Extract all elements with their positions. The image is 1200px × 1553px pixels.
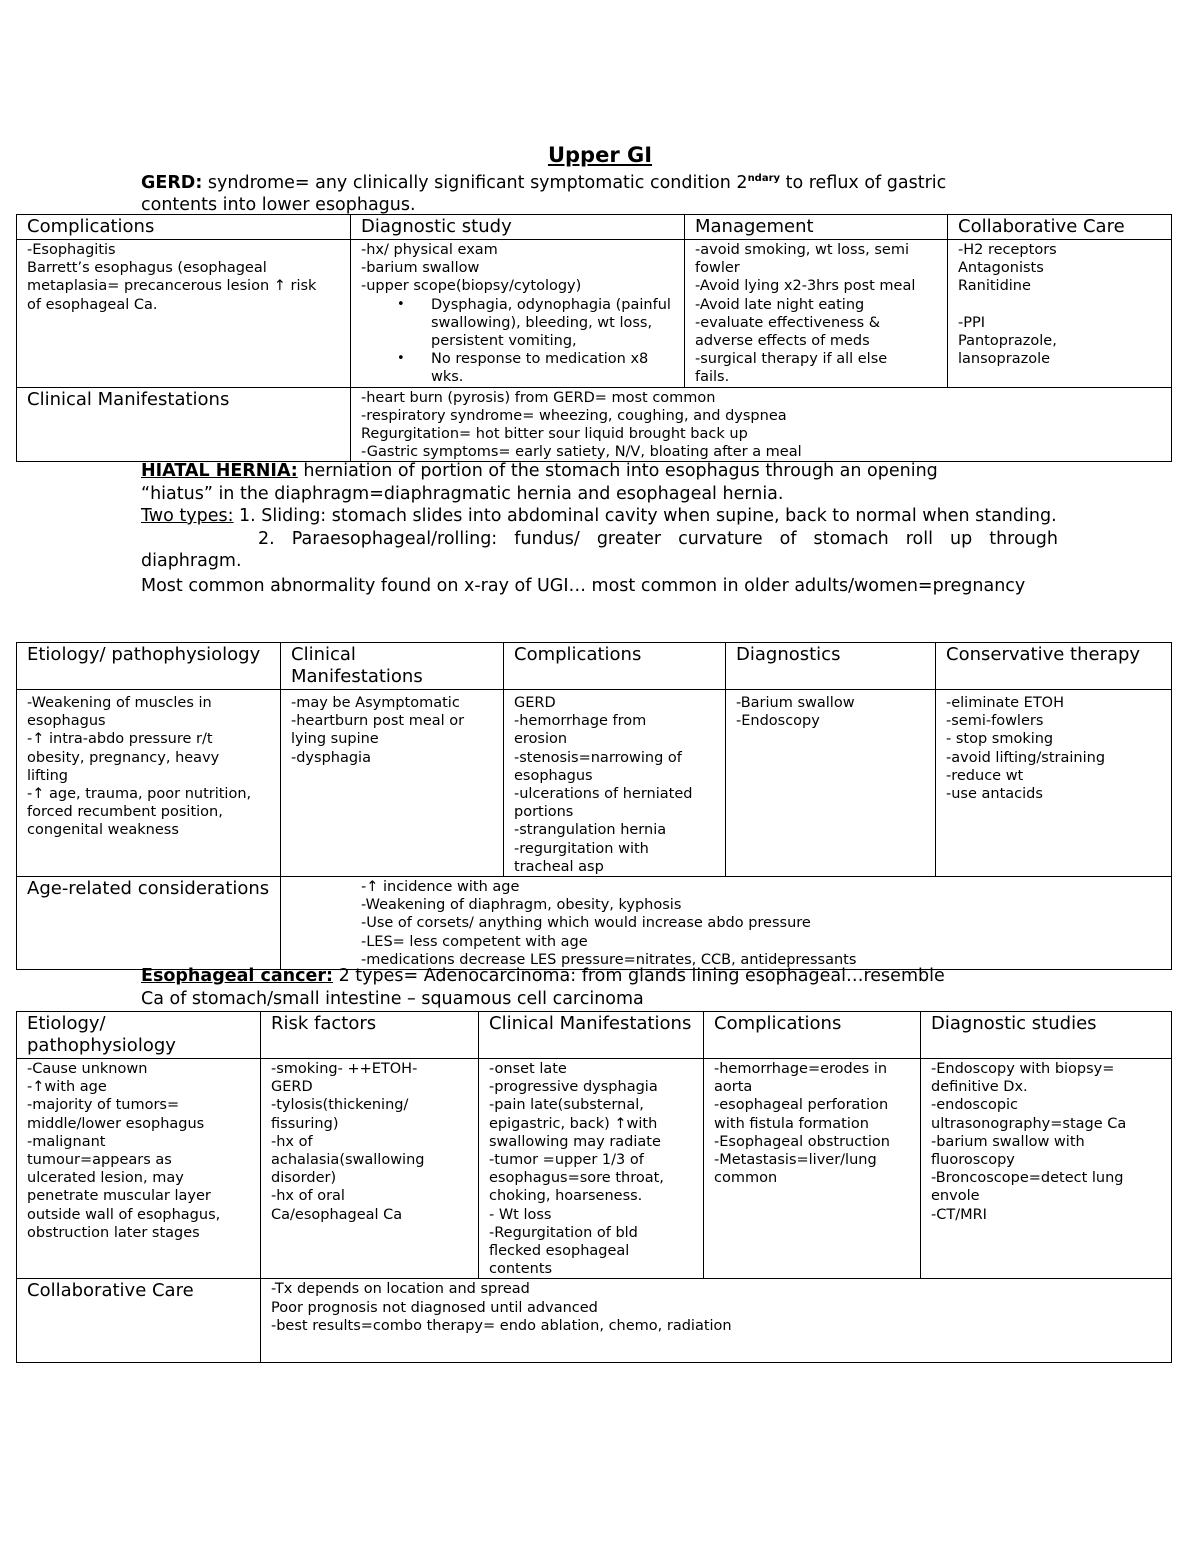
hiatal-etiology-cell	[17, 690, 281, 877]
cell-line: esophagus	[27, 713, 106, 730]
gerd-header-collab: Collaborative Care	[948, 215, 1172, 240]
cell-line: -respiratory syndrome= wheezing, coughing, and dyspnea	[361, 407, 787, 424]
page-title: Upper GI	[547, 143, 653, 167]
gerd-table	[16, 214, 1172, 462]
spacer	[958, 296, 1161, 314]
cell-line: -semi-fowlers	[946, 713, 1044, 730]
cell-line: -heart burn (pyrosis) from GERD= most common	[361, 389, 716, 406]
cell-line: -endoscopic	[931, 1097, 1019, 1114]
cell-line: -Avoid lying x2-3hrs post meal	[695, 278, 916, 295]
hiatal-definition	[141, 460, 1058, 597]
cell-line: - stop smoking	[946, 731, 1054, 748]
esophageal-header-risk: Risk factors	[261, 1012, 479, 1059]
hiatal-diagnostics-cell	[726, 690, 936, 877]
cell-line: -stenosis=narrowing of	[514, 749, 682, 766]
cell-line: Pantoprazole,	[958, 332, 1057, 349]
cell-line: -barium swallow	[361, 260, 480, 277]
hiatal-complications-cell	[504, 690, 726, 877]
cell-line: -H2 receptors	[958, 242, 1057, 258]
esophageal-def2: Ca of stomach/small intestine – squamous cell carcinoma	[141, 988, 644, 1009]
cell-line: Regurgitation= hot bitter sour liquid brought back up	[361, 426, 748, 443]
cell-line: tracheal asp	[514, 858, 604, 875]
esophageal-label: Esophageal cancer:	[141, 966, 333, 986]
cell-line: metaplasia= precancerous lesion ↑ risk	[27, 278, 317, 295]
hiatal-def2: “hiatus” in the diaphragm=diaphragmatic hernia and esophageal hernia.	[141, 483, 784, 504]
cell-line: -progressive dysphagia	[489, 1079, 658, 1096]
cell-line: Poor prognosis not diagnosed until advanced	[271, 1299, 598, 1316]
cell-line: forced recumbent position,	[27, 804, 223, 821]
cell-line: GERD	[271, 1079, 313, 1096]
cell-line: -reduce wt	[946, 767, 1024, 784]
cell-line: fowler	[695, 260, 740, 277]
cell-line: -surgical therapy if all else	[695, 351, 888, 368]
cell-line: -↑with age	[27, 1079, 107, 1096]
cell-line: - Wt loss	[489, 1206, 552, 1223]
gerd-management-cell	[685, 240, 948, 388]
cell-line: tumour=appears as	[27, 1152, 172, 1169]
cell-line: -barium swallow with	[931, 1133, 1085, 1150]
cell-line: -Esophagitis	[27, 242, 116, 258]
cell-line: -strangulation hernia	[514, 822, 667, 839]
cell-line: -hx of oral	[271, 1188, 345, 1205]
cell-line: aorta	[714, 1079, 753, 1096]
two-types-label: Two types:	[141, 506, 234, 526]
cell-line: -smoking- ++ETOH-	[271, 1061, 418, 1077]
cell-line: -Weakening of muscles in	[27, 695, 212, 711]
cell-line: -Avoid late night eating	[695, 296, 865, 313]
cell-line: congenital weakness	[27, 822, 179, 839]
cell-line: with fistula formation	[714, 1115, 869, 1132]
cell-line: portions	[514, 804, 574, 821]
gerd-def-sup: ndary	[747, 173, 781, 184]
cell-line: fissuring)	[271, 1115, 339, 1132]
cell-line: -regurgitation with	[514, 840, 649, 857]
cell-line: -Regurgitation of bld	[489, 1224, 638, 1241]
cell-line: -esophageal perforation	[714, 1097, 889, 1114]
cell-line: flecked esophageal	[489, 1243, 630, 1260]
cell-line: -Barium swallow	[736, 695, 855, 711]
cell-line: -best results=combo therapy= endo ablation, chemo, radiation	[271, 1317, 732, 1334]
cell-line: -Broncoscope=detect lung	[931, 1170, 1124, 1187]
cell-line: epigastric, back) ↑with	[489, 1115, 658, 1132]
hiatal-def1: herniation of portion of the stomach into esophagus through an opening	[297, 461, 938, 481]
bullet-item: • No response to medication x8 wks.	[431, 350, 674, 386]
cell-line: -↑ incidence with age	[361, 879, 520, 896]
cell-line: -malignant	[27, 1133, 106, 1150]
cell-line: envole	[931, 1188, 980, 1205]
cell-line: erosion	[514, 731, 568, 748]
gerd-label: GERD:	[141, 172, 203, 193]
cell-line: -evaluate effectiveness &	[695, 314, 881, 331]
cell-line: ultrasonography=stage Ca	[931, 1115, 1127, 1132]
gerd-header-diagnostic: Diagnostic study	[351, 215, 685, 240]
cell-line: outside wall of esophagus,	[27, 1206, 221, 1223]
gerd-header-management: Management	[685, 215, 948, 240]
cell-line: -onset late	[489, 1061, 567, 1077]
cell-line: -hx of	[271, 1133, 313, 1150]
hiatal-therapy-cell	[936, 690, 1172, 877]
hiatal-common: Most common abnormality found on x-ray of UGI… most common in older adults/women=pregnancy	[141, 575, 1026, 596]
esophageal-complications-cell	[704, 1059, 921, 1279]
cell-line: Barrett’s esophagus (esophageal	[27, 260, 267, 277]
cell-line: lying supine	[291, 731, 379, 748]
cell-line: adverse effects of meds	[695, 333, 870, 350]
esophageal-risk-cell	[261, 1059, 479, 1279]
cell-line: -use antacids	[946, 786, 1043, 803]
esophageal-header-clinical: Clinical Manifestations	[479, 1012, 704, 1059]
esophageal-collab-label: Collaborative Care	[17, 1279, 261, 1363]
cell-line: obstruction later stages	[27, 1224, 200, 1241]
gerd-diagnostic-cell	[351, 240, 685, 388]
cell-line: -Esophageal obstruction	[714, 1133, 890, 1150]
cell-line: -Metastasis=liver/lung	[714, 1152, 877, 1169]
cell-line: -avoid smoking, wt loss, semi	[695, 242, 910, 258]
cell-line: disorder)	[271, 1170, 337, 1187]
esophageal-collab-cell	[261, 1279, 1172, 1363]
cell-line: -medications decrease LES pressure=nitrates, CCB, antidepressants	[361, 951, 857, 968]
cell-line: -upper scope(biopsy/cytology)	[361, 278, 582, 295]
gerd-collab-cell	[948, 240, 1172, 388]
cell-line: -PPI	[958, 314, 985, 331]
cell-line: GERD	[514, 695, 556, 711]
cell-line: -Endoscopy	[736, 713, 820, 730]
cell-line: penetrate muscular layer	[27, 1188, 211, 1205]
cell-line: choking, hoarseness.	[489, 1188, 643, 1205]
cell-line: -dysphagia	[291, 749, 371, 766]
cell-line: lansoprazole	[958, 351, 1051, 368]
hiatal-clinical-cell	[281, 690, 504, 877]
cell-line: swallowing may radiate	[489, 1133, 661, 1150]
cell-line: -heartburn post meal or	[291, 713, 465, 730]
esophageal-header-diagnostic: Diagnostic studies	[921, 1012, 1172, 1059]
hiatal-type2: 2. Paraesophageal/rolling: fundus/ greater curvature of stomach roll up through diaphragm.	[141, 528, 1058, 571]
hiatal-header-etiology: Etiology/ pathophysiology	[17, 643, 281, 690]
cell-line: contents	[489, 1261, 553, 1278]
gerd-def-b: to reflux of gastric	[780, 172, 947, 193]
esophageal-def1: 2 types= Adenocarcinoma: from glands lining esophageal…resemble	[333, 966, 945, 986]
cell-line: Ca/esophageal Ca	[271, 1206, 403, 1223]
cell-line: -↑ age, trauma, poor nutrition,	[27, 786, 252, 803]
esophageal-clinical-cell	[479, 1059, 704, 1279]
cell-line: esophagus	[514, 767, 593, 784]
cell-line: -Tx depends on location and spread	[271, 1281, 530, 1298]
hiatal-label: HIATAL HERNIA:	[141, 461, 298, 481]
gerd-cm-label: Clinical Manifestations	[17, 387, 351, 462]
cell-line: fluoroscopy	[931, 1152, 1015, 1169]
cell-line: -Use of corsets/ anything which would increase abdo pressure	[361, 915, 811, 932]
cell-line: -ulcerations of herniated	[514, 786, 693, 803]
cell-line: -Endoscopy with biopsy=	[931, 1061, 1115, 1077]
bullet-item: • Dysphagia, odynophagia (painful swallowing), bleeding, wt loss, persistent vomiting,	[431, 296, 674, 351]
cell-line: -pain late(substernal,	[489, 1097, 644, 1114]
hiatal-age-cell	[281, 877, 1172, 970]
hiatal-header-clinical: Clinical Manifestations	[281, 643, 504, 690]
esophageal-etiology-cell	[17, 1059, 261, 1279]
cell-line: -CT/MRI	[931, 1206, 987, 1223]
cell-line: -Gastric symptoms= early satiety, N/V, bloating after a meal	[361, 444, 802, 461]
cell-line: Ranitidine	[958, 278, 1031, 295]
hiatal-header-diagnostics: Diagnostics	[726, 643, 936, 690]
cell-line: -majority of tumors=	[27, 1097, 180, 1114]
cell-line: of esophageal Ca.	[27, 296, 158, 313]
gerd-cm-cell	[351, 387, 1172, 462]
cell-line: -↑ intra-abdo pressure r/t	[27, 731, 213, 748]
hiatal-table	[16, 642, 1172, 970]
cell-line: lifting	[27, 767, 69, 784]
cell-line: -hemorrhage from	[514, 713, 647, 730]
cell-line: Antagonists	[958, 260, 1044, 277]
gerd-complications-cell	[17, 240, 351, 388]
cell-line: obesity, pregnancy, heavy	[27, 749, 220, 766]
cell-line: middle/lower esophagus	[27, 1115, 205, 1132]
cell-line: -tumor =upper 1/3 of	[489, 1152, 644, 1169]
cell-line: fails.	[695, 369, 730, 386]
esophageal-header-complications: Complications	[704, 1012, 921, 1059]
esophageal-header-etiology: Etiology/ pathophysiology	[17, 1012, 261, 1059]
gerd-definition	[141, 168, 1061, 217]
hiatal-header-therapy: Conservative therapy	[936, 643, 1172, 690]
cell-line: definitive Dx.	[931, 1079, 1028, 1096]
hiatal-type1: 1. Sliding: stomach slides into abdominal cavity when supine, back to normal when standing.	[233, 506, 1057, 526]
esophageal-diagnostic-cell	[921, 1059, 1172, 1279]
cell-line: common	[714, 1170, 778, 1187]
cell-line: -hemorrhage=erodes in	[714, 1061, 888, 1077]
cell-line: esophagus=sore throat,	[489, 1170, 664, 1187]
cell-line: achalasia(swallowing	[271, 1152, 425, 1169]
cell-line: -hx/ physical exam	[361, 242, 498, 258]
cell-line: -LES= less competent with age	[361, 933, 588, 950]
esophageal-definition	[141, 965, 1061, 1010]
cell-line: -avoid lifting/straining	[946, 749, 1106, 766]
gerd-header-complications: Complications	[17, 215, 351, 240]
gerd-def-a: syndrome= any clinically significant symptomatic condition 2	[202, 172, 748, 193]
gerd-def-line2: contents into lower esophagus.	[141, 195, 416, 216]
cell-line: ulcerated lesion, may	[27, 1170, 184, 1187]
hiatal-age-label: Age-related considerations	[17, 877, 281, 970]
cell-line: -may be Asymptomatic	[291, 695, 460, 711]
cell-line: -eliminate ETOH	[946, 695, 1064, 711]
cell-line: -Weakening of diaphragm, obesity, kyphosis	[361, 897, 682, 914]
hiatal-header-complications: Complications	[504, 643, 726, 690]
esophageal-table	[16, 1011, 1172, 1363]
cell-line: -Cause unknown	[27, 1061, 148, 1077]
cell-line: -tylosis(thickening/	[271, 1097, 409, 1114]
